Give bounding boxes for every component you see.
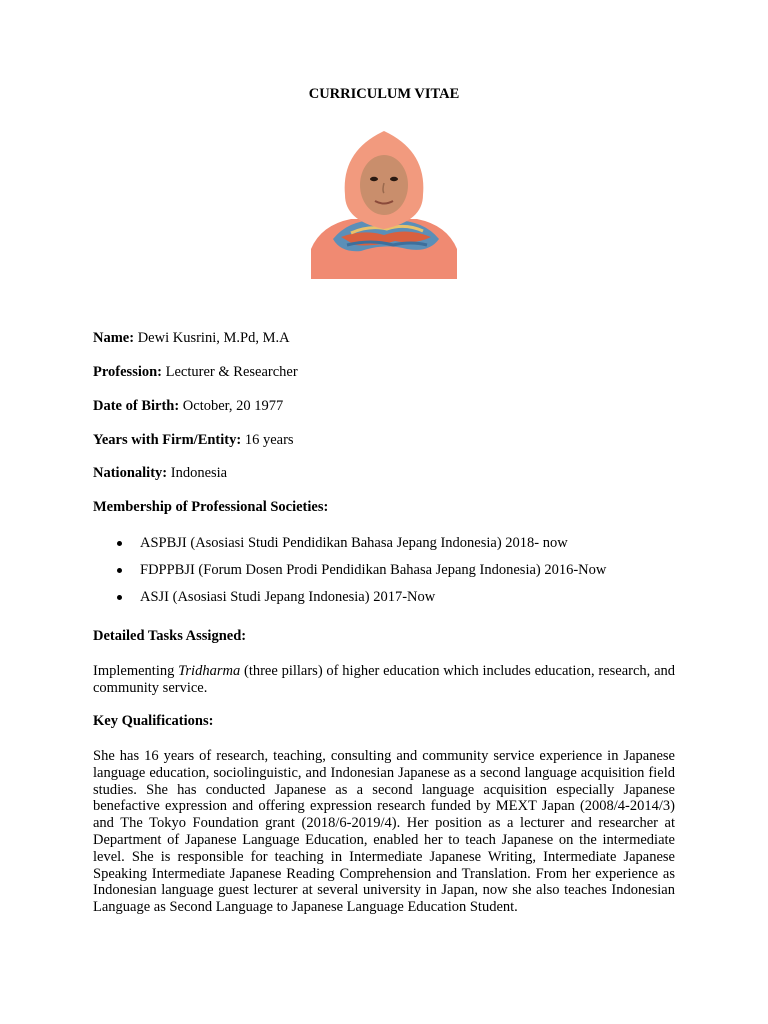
tasks-paragraph: Implementing Tridharma (three pillars) of higher education which includes education, research, and community service. bbox=[93, 663, 676, 696]
membership-heading: Membership of Professional Societies: bbox=[93, 499, 329, 515]
profession-field bbox=[93, 364, 298, 381]
name-value: Dewi Kusrini, M.Pd, M.A bbox=[137, 330, 290, 346]
qualifications-paragraph: She has 16 years of research, teaching, consulting and community service experience in Japanese language education, sociolinguistic, and Indonesian Japanese as a second language acquisition field studies. She has conducted Japanese as a second language acquisition especially Japanese benefactive expression and offering expression research funded by MEXT Japan (2008/4-2014/3) and The Tokyo Foundation grant (2018/6-2019/4). Her position as a lecturer and researcher at Department of Japanese Language Education, enabled her to teach Japanese on the intermediate level. She is responsible for teaching in Intermediate Japanese Writing, Intermediate Japanese Speaking Intermediate Japanese Reading Comprehension and Translation. From her experience as Indonesian language guest lecturer at several university in Japan, now she also teaches Indonesian Language as Second Language to Japanese Language Education Student. bbox=[93, 748, 675, 916]
bullet-icon bbox=[117, 541, 122, 546]
years-label: Years with Firm/Entity: bbox=[93, 432, 242, 448]
name-field bbox=[93, 330, 290, 347]
list-item: ASPBJI (Asosiasi Studi Pendidikan Bahasa Jepang Indonesia) 2018- now bbox=[115, 533, 606, 560]
nationality-field bbox=[93, 465, 227, 482]
bullet-icon bbox=[117, 568, 122, 573]
profession-label: Profession: bbox=[93, 364, 163, 380]
years-field bbox=[93, 432, 294, 449]
dob-value: October, 20 1977 bbox=[182, 398, 284, 414]
list-item: ASJI (Asosiasi Studi Jepang Indonesia) 2017-Now bbox=[115, 587, 606, 614]
bullet-icon bbox=[117, 595, 122, 600]
list-item: FDPPBJI (Forum Dosen Prodi Pendidikan Bahasa Jepang Indonesia) 2016-Now bbox=[115, 560, 606, 587]
qualifications-heading: Key Qualifications: bbox=[93, 713, 214, 729]
profession-value: Lecturer & Researcher bbox=[165, 364, 298, 380]
portrait-illustration bbox=[311, 121, 457, 279]
document-title: CURRICULUM VITAE bbox=[308, 86, 460, 102]
nationality-value: Indonesia bbox=[170, 465, 228, 481]
tridharma-term: Tridharma bbox=[178, 663, 241, 679]
dob-label: Date of Birth: bbox=[93, 398, 180, 414]
dob-field bbox=[93, 398, 283, 415]
years-value: 16 years bbox=[244, 432, 294, 448]
profile-photo bbox=[311, 121, 457, 279]
tasks-heading: Detailed Tasks Assigned: bbox=[93, 628, 247, 644]
membership-list bbox=[115, 533, 606, 614]
name-label: Name: bbox=[93, 330, 135, 346]
nationality-label: Nationality: bbox=[93, 465, 168, 481]
